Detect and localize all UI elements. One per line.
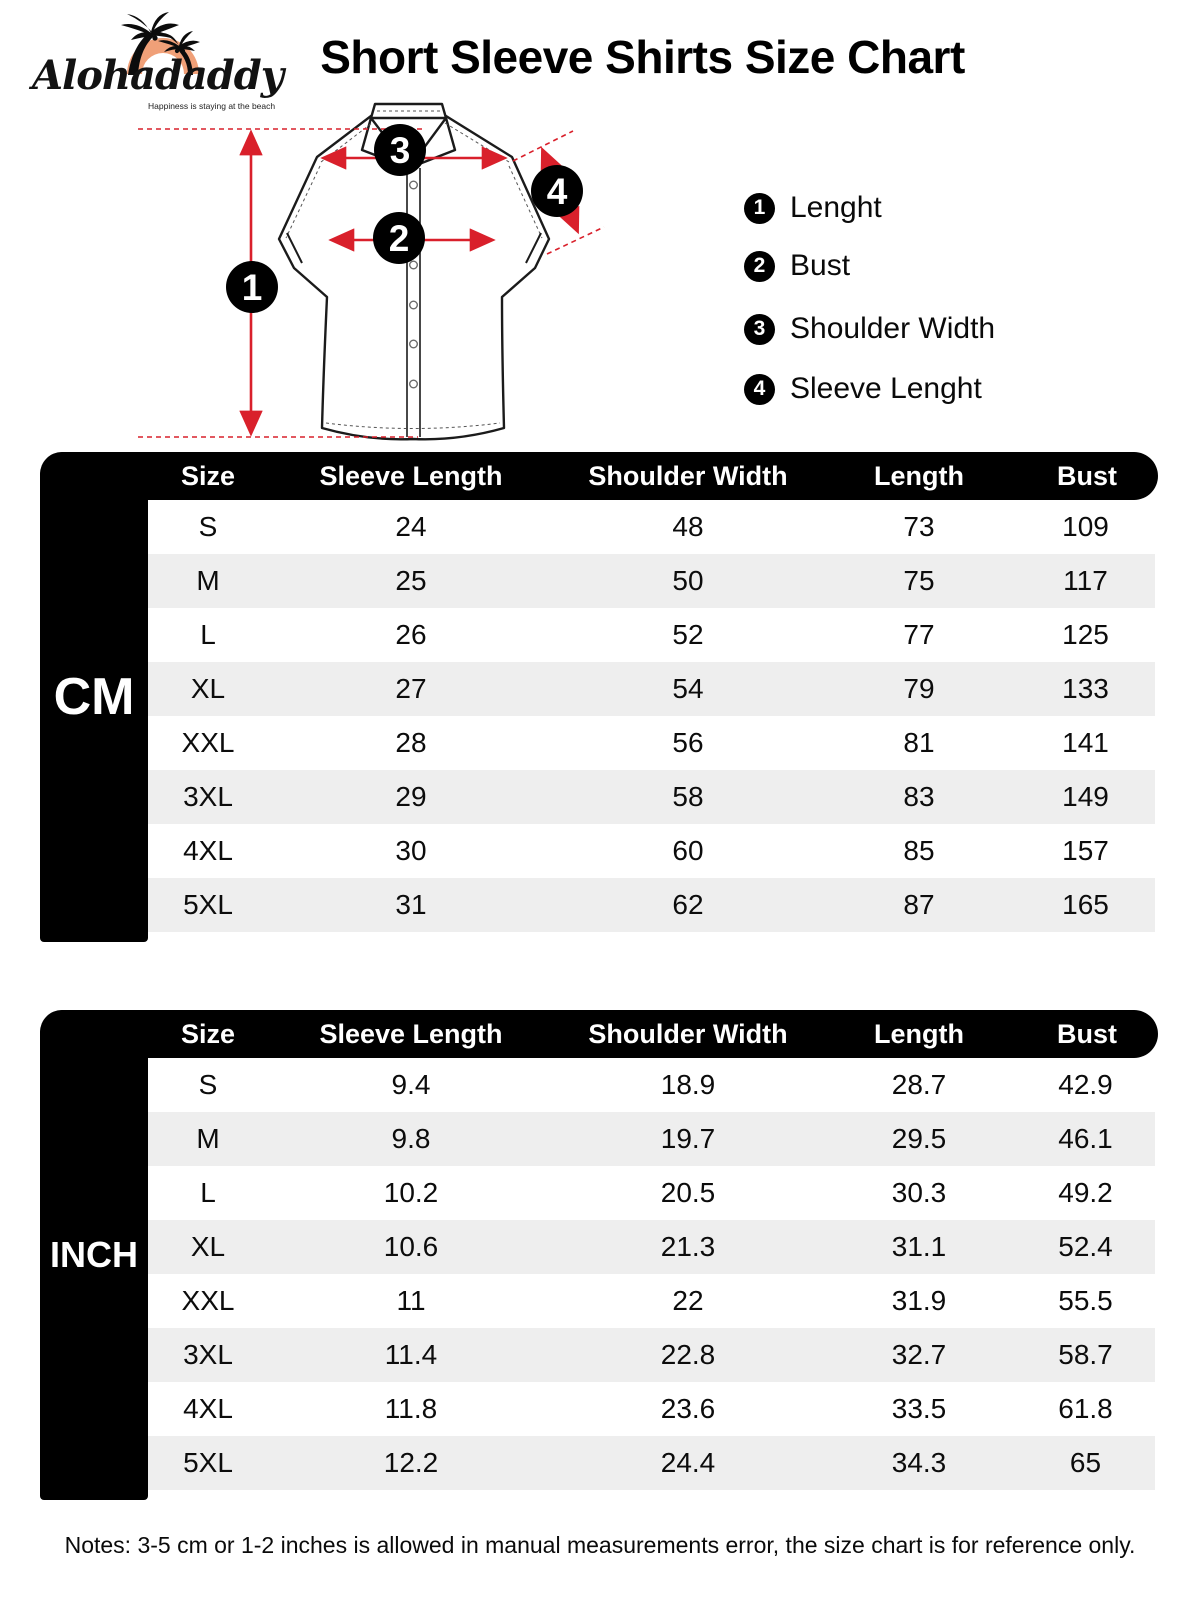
table-cell: 81 [903,727,935,758]
table-cell: S [198,511,218,542]
column-header-length: Length [874,1018,964,1049]
column-header-size: Size [180,1018,236,1049]
table-cell: 56 [672,727,704,758]
table-cell: 52 [672,619,704,650]
table-cell: 20.5 [660,1177,716,1208]
table-cell: 149 [1062,781,1109,812]
table-cell: 5XL [183,1447,233,1478]
page-title: Short Sleeve Shirts Size Chart [320,31,965,83]
table-cell: 11.4 [384,1339,438,1370]
table-row [148,824,1155,878]
legend-item-bust [744,249,850,283]
table-cell: 75 [903,565,935,596]
column-header-shoulder-width: Shoulder Width [588,460,788,491]
table-cell: 73 [903,511,935,542]
table-cell: 46.1 [1058,1123,1113,1154]
table-cell: 28 [395,727,427,758]
table-cell: 109 [1062,511,1109,542]
legend-item-sleeve-length [744,372,982,406]
table-cell: 22 [672,1285,704,1316]
table-cell: 83 [903,781,935,812]
badge-3: 3 [389,130,411,171]
badge-4: 4 [546,171,568,212]
legend-label-4: Sleeve Lenght [790,372,982,405]
table-cell: XL [190,673,226,704]
legend-badge-4: 4 [744,374,775,405]
column-header-sleeve-length: Sleeve Length [319,1018,503,1049]
table-cell: 4XL [183,835,233,866]
inch-table-body [148,1058,1155,1490]
table-cell: 31.9 [891,1285,947,1316]
notes-text: Notes: 3-5 cm or 1-2 inches is allowed in manual measurements error, the size chart is for reference only. [64,1532,1136,1558]
cm-table-body [148,500,1155,932]
table-row [148,1058,1155,1112]
table-cell: 29.5 [891,1123,947,1154]
table-row [148,1274,1155,1328]
table-cell: 30.3 [891,1177,947,1208]
table-cell: 23.6 [660,1393,716,1424]
table-cell: 21.3 [660,1231,716,1262]
table-cell: 3XL [183,781,233,812]
brand-tagline: Happiness is staying at the beach [148,101,276,111]
legend-badge-2: 2 [744,251,775,282]
table-cell: 52.4 [1058,1231,1113,1262]
table-cell: 3XL [183,1339,233,1370]
table-cell: 29 [395,781,427,812]
legend-item-length [744,191,882,225]
table-cell: 50 [672,565,704,596]
table-cell: 58.7 [1058,1339,1113,1370]
cm-table-header [40,452,1158,500]
table-cell: L [200,1177,216,1208]
table-cell: XXL [181,727,235,758]
table-cell: 125 [1062,619,1109,650]
legend-item-shoulder-width [744,312,995,346]
table-row [148,662,1155,716]
table-row [148,716,1155,770]
table-cell: 9.8 [391,1123,431,1154]
table-cell: M [196,1123,220,1154]
table-row [148,1328,1155,1382]
legend-label-1: Lenght [790,191,882,224]
table-cell: 5XL [183,889,233,920]
table-cell: 31 [395,889,427,920]
table-cell: 54 [672,673,704,704]
table-cell: 10.6 [383,1231,439,1262]
inch-table-header [40,1010,1158,1058]
table-cell: 22.8 [660,1339,716,1370]
badge-2: 2 [388,218,410,259]
table-cell: 117 [1063,565,1108,596]
table-cell: 58 [672,781,704,812]
column-header-bust: Bust [1057,460,1117,491]
table-cell: 4XL [183,1393,233,1424]
table-cell: 133 [1062,673,1109,704]
column-header-shoulder-width: Shoulder Width [588,1018,788,1049]
table-cell: 34.3 [891,1447,947,1478]
table-cell: 24.4 [660,1447,716,1478]
legend-badge-1: 1 [744,193,775,224]
table-cell: 33.5 [891,1393,947,1424]
table-row [148,1382,1155,1436]
table-cell: M [196,565,220,596]
table-row [148,608,1155,662]
table-row [148,878,1155,932]
table-cell: XL [190,1231,226,1262]
badge-1: 1 [241,267,263,308]
table-cell: 26 [395,619,427,650]
inch-unit-band [40,1010,148,1500]
table-cell: L [200,619,216,650]
table-row [148,1166,1155,1220]
table-cell: 10.2 [383,1177,439,1208]
column-header-bust: Bust [1057,1018,1117,1049]
table-cell: 60 [672,835,704,866]
table-cell: 25 [395,565,427,596]
cm-unit-band [40,452,148,942]
table-row [148,1220,1155,1274]
table-cell: 42.9 [1058,1069,1113,1100]
table-row [148,500,1155,554]
table-row [148,554,1155,608]
table-cell: 61.8 [1058,1393,1113,1424]
table-cell: 48 [672,511,704,542]
table-cell: 55.5 [1058,1285,1113,1316]
table-cell: 85 [903,835,935,866]
table-row [148,1436,1155,1490]
table-cell: 165 [1062,889,1109,920]
table-cell: 19.7 [660,1123,716,1154]
legend-label-2: Bust [790,249,851,282]
table-cell: XXL [181,1285,235,1316]
table-cell: 18.9 [660,1069,716,1100]
table-cell: 27 [395,673,427,704]
size-table-cm [40,452,1158,944]
table-cell: 30 [395,835,427,866]
shirt-measurement-diagram [120,95,630,460]
legend-label-3: Shoulder Width [790,312,996,345]
table-cell: 87 [903,889,935,920]
table-cell: 28.7 [891,1069,947,1100]
table-cell: 157 [1062,835,1109,866]
table-cell: 11.8 [384,1393,438,1424]
column-header-length: Length [874,460,964,491]
table-row [148,1112,1155,1166]
table-row [148,770,1155,824]
table-cell: 11 [396,1285,426,1316]
cm-unit-label: CM [53,668,135,726]
brand-name: Alohadaddy [32,52,283,99]
table-cell: 9.4 [391,1069,431,1100]
table-cell: S [198,1069,218,1100]
table-cell: 31.1 [891,1231,947,1262]
table-cell: 65 [1069,1447,1102,1478]
table-cell: 77 [903,619,935,650]
inch-unit-label: INCH [50,1234,138,1275]
table-cell: 62 [672,889,704,920]
table-cell: 24 [395,511,427,542]
legend-badge-3: 3 [744,314,775,345]
table-cell: 141 [1062,727,1109,758]
table-cell: 12.2 [383,1447,439,1478]
table-cell: 49.2 [1058,1177,1113,1208]
size-table-inch [40,1010,1158,1502]
column-header-size: Size [180,460,236,491]
column-header-sleeve-length: Sleeve Length [319,460,503,491]
table-cell: 79 [903,673,935,704]
table-cell: 32.7 [891,1339,947,1370]
